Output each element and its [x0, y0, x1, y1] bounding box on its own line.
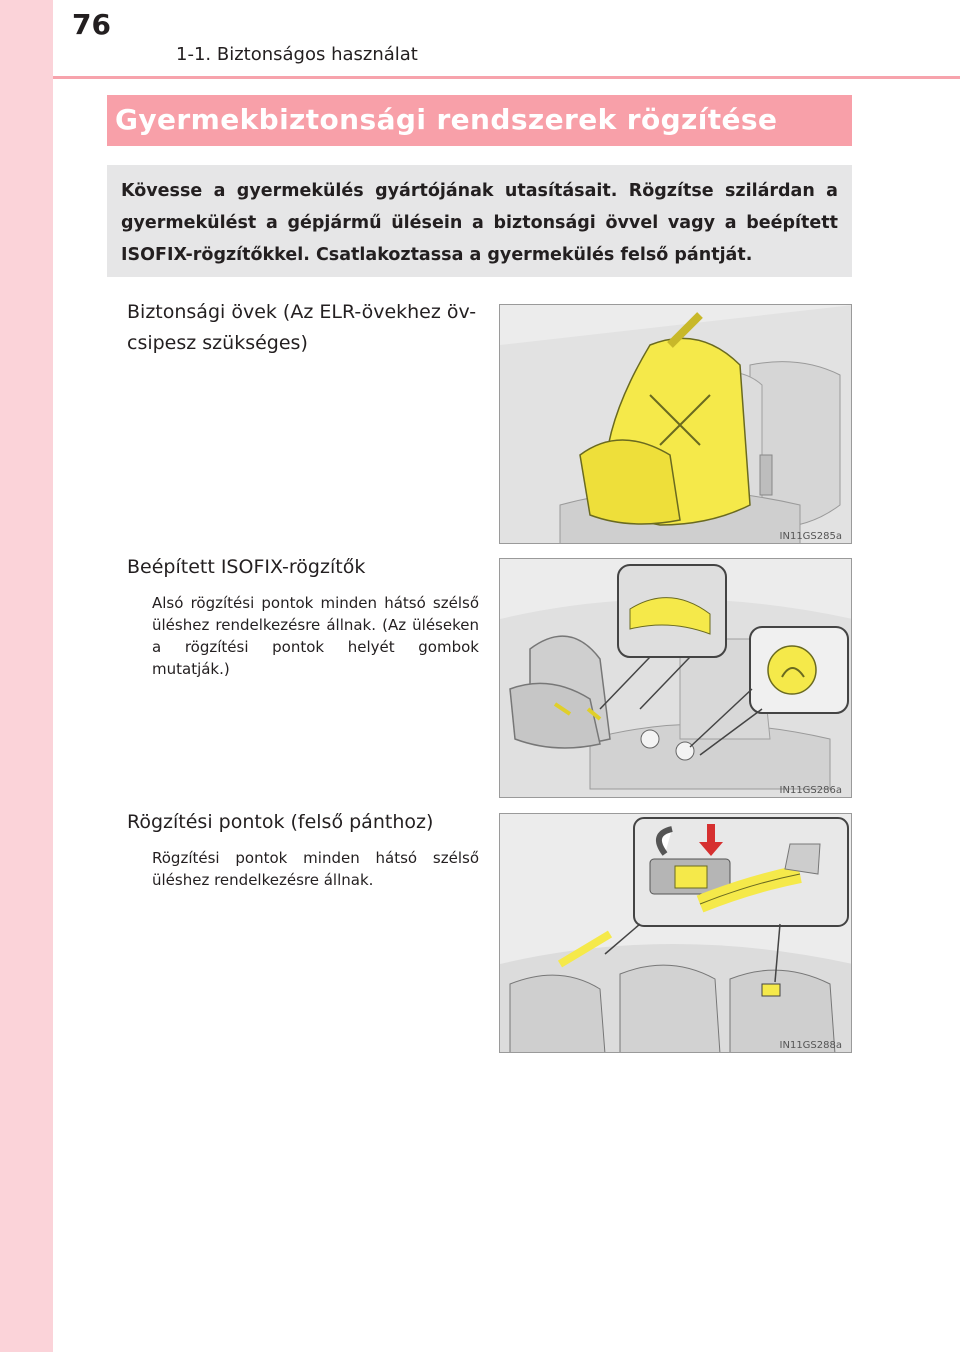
intro-box [107, 165, 852, 277]
figure-code: IN11GS285a [779, 531, 842, 542]
figure-code: IN11GS286a [779, 785, 842, 796]
section-title: 1-1. Biztonságos használat [176, 44, 418, 65]
item-anchor-title: Rögzítési pontok (felső pánthoz) [127, 811, 434, 833]
isofix-illustration [500, 559, 852, 798]
intro-text: Kövesse a gyermekülés gyártójának utasításait. Rögzítse szilárdan a gyermekülést a gépjármű ülésein a biztonsági övvel vagy a beépített ISOFIX-rögzítőkkel. Csatlakoztassa a gyermekülés felső pántját. [121, 181, 838, 265]
item-seatbelt-title: Biztonsági övek (Az ELR-övekhez öv-csipesz szükséges) [127, 301, 477, 354]
page-number: 76 [72, 8, 111, 41]
item-isofix-body: Alsó rögzítési pontok minden hátsó szélső üléshez rendelkezésre állnak. (Az üléseken a rögzítési pontok helyét gombok mutatják.) [152, 594, 479, 678]
figure-code: IN11GS288a [779, 1040, 842, 1051]
side-band [0, 0, 53, 1352]
item-isofix-title: Beépített ISOFIX-rögzítők [127, 556, 366, 578]
figure-anchor [499, 813, 852, 1053]
figure-seatbelt [499, 304, 852, 544]
header-rule [53, 76, 960, 79]
figure-isofix [499, 558, 852, 798]
anchor-illustration [500, 814, 852, 1053]
topic-title: Gyermekbiztonsági rendszerek rögzítése [115, 103, 778, 136]
topic-title-bar [107, 95, 852, 146]
seatbelt-illustration [500, 305, 852, 544]
item-anchor-body: Rögzítési pontok minden hátsó szélső üléshez rendelkezésre állnak. [152, 849, 479, 889]
